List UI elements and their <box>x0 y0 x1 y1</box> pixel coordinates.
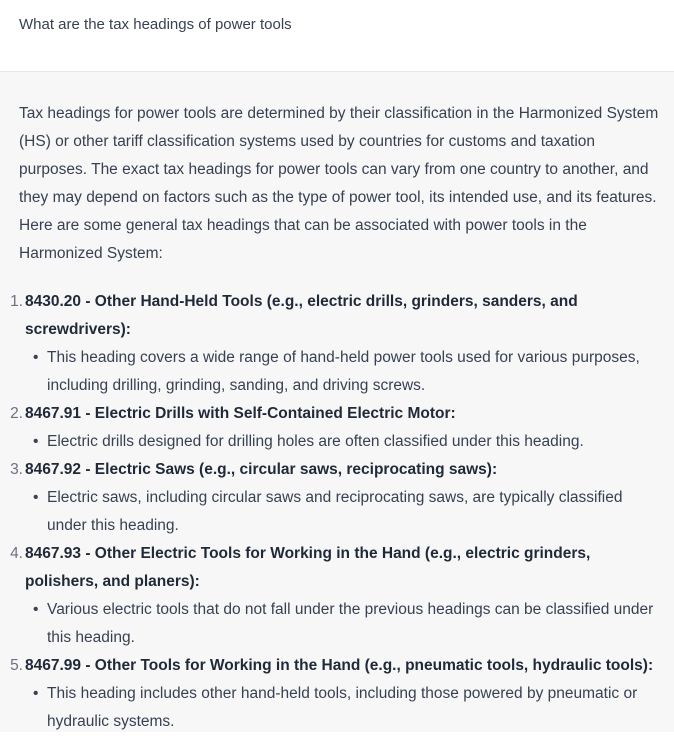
detail-text: This heading includes other hand-held tools, including those powered by pneumatic or hydraulic systems. <box>47 685 638 730</box>
list-item-details <box>25 680 664 736</box>
assistant-message <box>0 72 674 732</box>
list-item-number: 4. <box>10 545 23 562</box>
assistant-intro: Tax headings for power tools are determined by their classification in the Harmonized System (HS) or other tariff classification systems used by countries for customs and taxation purposes. The exact tax headings for power tools can vary from one country to another, and they may depend on factors such as the type of power tool, its intended use, and its features. Here are some general tax headings that can be associated with power tools in the Harmonized System: <box>19 105 659 262</box>
detail-item <box>33 596 664 652</box>
list-item-details <box>25 344 664 400</box>
detail-item <box>33 484 664 540</box>
detail-item <box>33 680 664 736</box>
tax-headings-list <box>10 288 664 736</box>
list-item-details <box>25 428 664 456</box>
detail-text: Various electric tools that do not fall under the previous headings can be classified under this heading. <box>47 601 654 646</box>
list-item-number: 3. <box>10 461 23 478</box>
list-item-title: 8467.91 - Electric Drills with Self-Contained Electric Motor: <box>25 405 456 422</box>
detail-text: Electric drills designed for drilling holes are often classified under this heading. <box>47 433 584 450</box>
list-item-number: 5. <box>10 657 23 674</box>
list-item-title: 8467.99 - Other Tools for Working in the Hand (e.g., pneumatic tools, hydraulic tools): <box>25 657 654 674</box>
user-message-text: What are the tax headings of power tools <box>19 16 292 33</box>
detail-text: Electric saws, including circular saws and reciprocating saws, are typically classified under this heading. <box>47 489 623 534</box>
list-item-title: 8467.93 - Other Electric Tools for Working in the Hand (e.g., electric grinders, polishers, and planers): <box>25 545 591 590</box>
detail-text: This heading covers a wide range of hand-held power tools used for various purposes, including drilling, grinding, sanding, and driving screws. <box>47 349 640 394</box>
bullet-icon: • <box>33 601 39 618</box>
list-item-number: 1. <box>10 293 23 310</box>
list-item-details <box>25 484 664 540</box>
list-item <box>10 540 664 652</box>
list-item-title: 8430.20 - Other Hand-Held Tools (e.g., electric drills, grinders, sanders, and screwdrivers): <box>25 293 578 338</box>
list-item <box>10 288 664 400</box>
bullet-icon: • <box>33 685 39 702</box>
list-item-details <box>25 596 664 652</box>
list-item-number: 2. <box>10 405 23 422</box>
detail-item <box>33 344 664 400</box>
bullet-icon: • <box>33 349 39 366</box>
bullet-icon: • <box>33 489 39 506</box>
list-item-title: 8467.92 - Electric Saws (e.g., circular saws, reciprocating saws): <box>25 461 498 478</box>
detail-item <box>33 428 664 456</box>
user-message <box>0 0 674 72</box>
list-item <box>10 652 664 736</box>
bullet-icon: • <box>33 433 39 450</box>
list-item <box>10 456 664 540</box>
list-item <box>10 400 664 456</box>
